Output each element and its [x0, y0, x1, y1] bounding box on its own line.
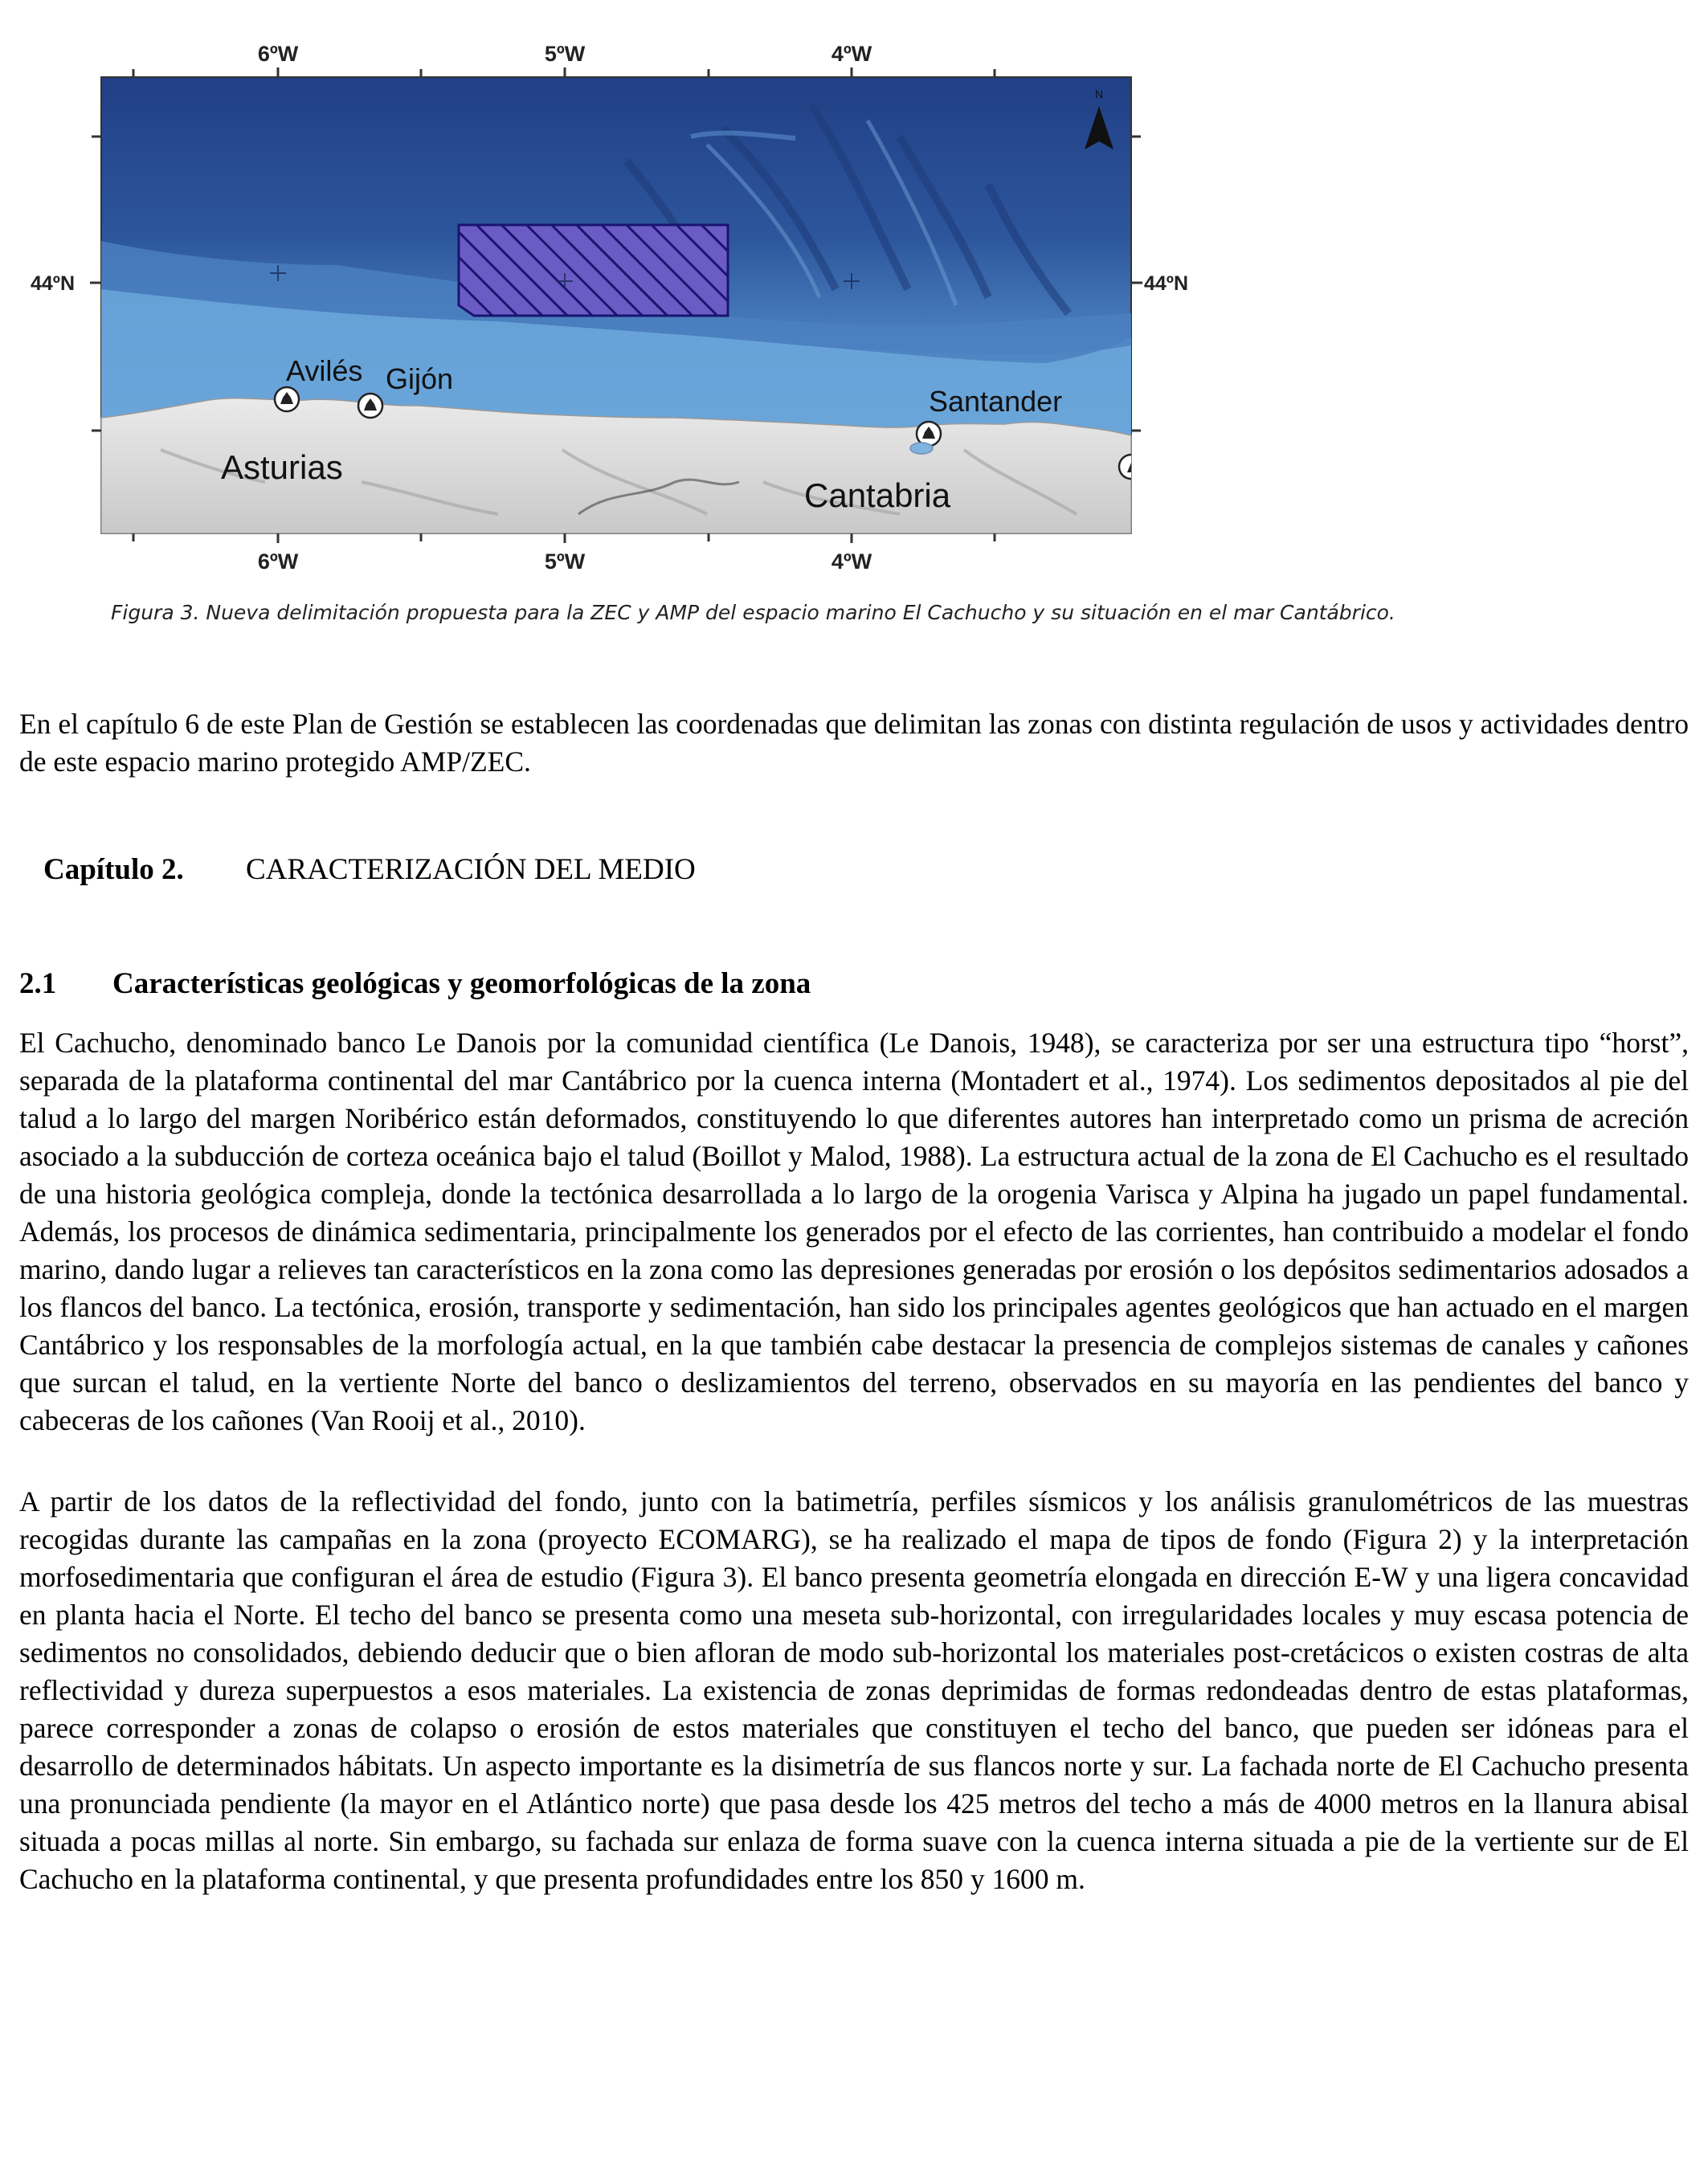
- place-label-santander: Santander: [929, 385, 1063, 418]
- port-icon: [275, 387, 299, 411]
- lon-label-bottom-4w: 4ºW: [831, 549, 872, 574]
- place-label-cantabria: Cantabria: [804, 476, 951, 514]
- place-label-asturias: Asturias: [221, 448, 343, 486]
- intro-paragraph: En el capítulo 6 de este Plan de Gestión se establecen las coordenadas que delimitan las zonas con distinta regulación de usos y actividades dentro de este espacio marino protegido AMP/ZEC.: [19, 708, 1689, 778]
- chapter-title: CARACTERIZACIÓN DEL MEDIO: [246, 853, 696, 886]
- lon-label-top-4w: 4ºW: [831, 42, 872, 66]
- body-paragraph: El Cachucho, denominado banco Le Danois por la comunidad científica (Le Danois, 1948), se caracteriza por ser una estructura tipo “horst”, separada de la plataforma continental del mar Cantábrico por la cuenca interna (Montadert et al., 1974). Los sedimentos depositados al pie del talud a lo largo del margen Noribérico están deformados, constituyendo lo que diferentes autores han interpretado como un prisma de acreción asociado a la subducción de corteza oceánica bajo el talud (Boillot y Malod, 1988). La estructura actual de la zona de El Cachucho es el resultado de una historia geológica compleja, donde la tectónica desarrollada a lo largo de la orogenia Varisca y Alpina ha jugado un papel fundamental. Además, los procesos de dinámica sedimentaria, principalmente los generados por el efecto de las corrientes, han contribuido a modelar el fondo marino, dando lugar a relieves tan característicos en la zona como las depresiones generadas por erosión o los depósitos sedimentarios adosados a los flancos del banco. La tectónica, erosión, transporte y sedimentación, han sido los principales agentes geológicos que han actuado en el margen Cantábrico y los responsables de la morfología actual, en la que también cabe destacar la presencia de complejos sistemas de canales y cañones que surcan el talud, en la vertiente Norte del banco o deslizamientos del terreno, observados en su mayoría en las pendientes del banco y cabeceras de los cañones (Van Rooij et al., 2010).: [19, 1027, 1689, 1436]
- figure-caption: Figura 3. Nueva delimitación propuesta para la ZEC y AMP del espacio marino El Cachucho y su situación en el mar Cantábrico.: [111, 601, 1395, 624]
- port-icon: [358, 394, 382, 418]
- section-heading: [19, 966, 811, 1001]
- section-title: Características geológicas y geomorfológicas de la zona: [112, 967, 811, 1000]
- place-label-aviles: Avilés: [286, 354, 363, 387]
- lon-label-bottom-6w: 6ºW: [257, 549, 299, 574]
- protected-area-polygon: [459, 225, 728, 316]
- lat-label-right: 44ºN: [1144, 272, 1188, 295]
- chapter-number: Capítulo 2.: [43, 853, 184, 886]
- section-number: 2.1: [19, 967, 57, 1000]
- lon-label-bottom-5w: 5ºW: [544, 549, 586, 574]
- map-figure: [0, 0, 1708, 578]
- lon-label-top-5w: 5ºW: [544, 42, 586, 66]
- lon-label-top-6w: 6ºW: [257, 42, 299, 66]
- place-label-gijon: Gijón: [386, 362, 454, 395]
- chapter-heading: [43, 852, 696, 887]
- lat-label-left: 44ºN: [31, 272, 75, 295]
- svg-text:N: N: [1094, 88, 1104, 100]
- body-paragraph: A partir de los datos de la reflectividad del fondo, junto con la batimetría, perfiles sísmicos y los análisis granulométricos de las muestras recogidas durante las campañas en la zona (proyecto ECOMARG), se ha realizado el mapa de tipos de fondo (Figura 2) y la interpretación morfosedimentaria que configuran el área de estudio (Figura 3). El banco presenta geometría elongada en dirección E-W y una ligera concavidad en planta hacia el Norte. El techo del banco se presenta como una meseta sub-horizontal, con irregularidades locales y muy escasa potencia de sedimentos no consolidados, debiendo deducir que o bien afloran de modo sub-horizontal los materiales post-cretácicos o existen costras de alta reflectividad y dureza superpuestos a esos materiales. La existencia de zonas deprimidas de formas redondeadas dentro de estas plataformas, parece corresponder a zonas de colapso o erosión de estos materiales que constituyen el techo del banco, que pueden ser idóneas para el desarrollo de determinados hábitats. Un aspecto importante es la disimetría de sus flancos norte y sur. La fachada norte de El Cachucho presenta una pronunciada pendiente (la mayor en el Atlántico norte) que pasa desde los 425 metros del techo a más de 4000 metros en la llanura abisal situada a pocas millas al norte. Sin embargo, su fachada sur enlaza de forma suave con la cuenca interna situada a pie de la vertiente sur de El Cachucho en la plataforma continental, y que presenta profundidades entre los 850 y 1600 m.: [19, 1485, 1689, 1895]
